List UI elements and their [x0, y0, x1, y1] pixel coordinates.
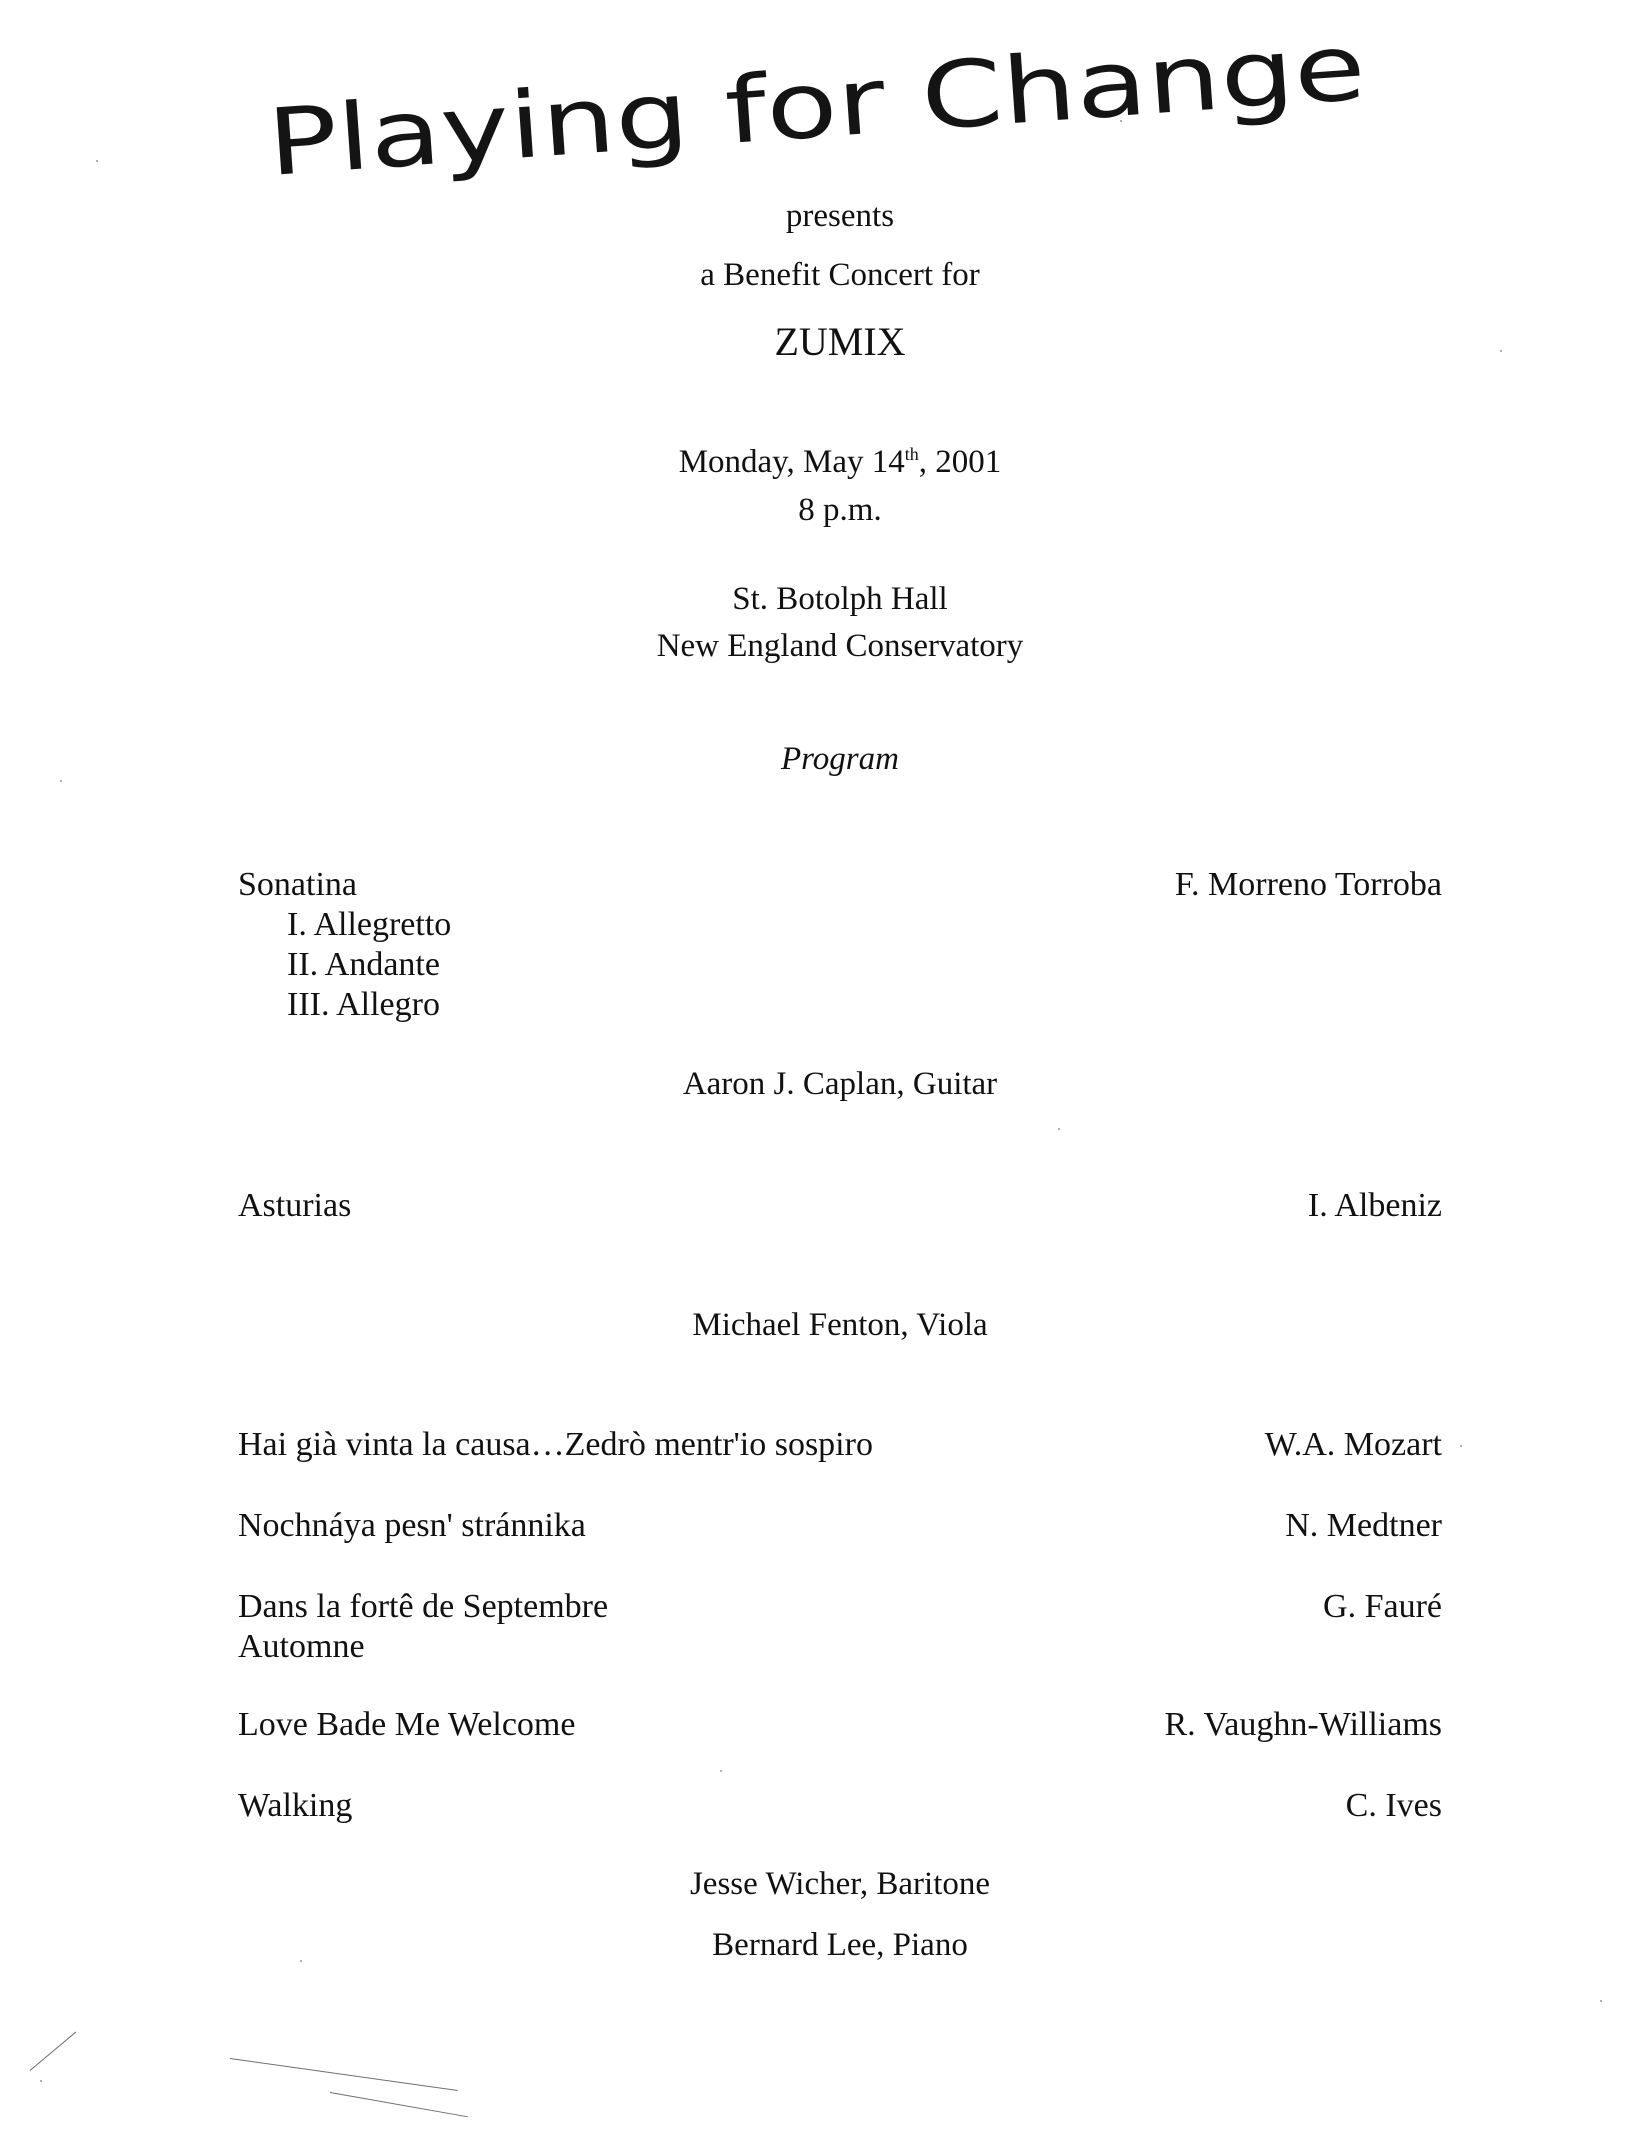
benefit-line: a Benefit Concert for	[700, 257, 980, 293]
movement-item: I. Allegretto	[287, 906, 452, 943]
work-title: Love Bade Me Welcome	[238, 1706, 576, 1743]
work-composer: R. Vaughn-Williams	[1164, 1706, 1442, 1743]
date-ordinal: th	[904, 444, 919, 464]
performer-line: Jesse Wicher, Baritone	[689, 1866, 991, 1902]
work-title: Hai già vinta la causa…Zedrò mentr'io sospiro	[238, 1426, 873, 1463]
work-title: Dans la fortê de Septembre	[238, 1588, 609, 1625]
work-title: Walking	[238, 1787, 353, 1824]
work-title: Nochnáya pesn' stránnika	[238, 1507, 586, 1544]
page-title: Playing for Change	[264, 29, 1141, 197]
venue-institution: New England Conservatory	[656, 628, 1024, 664]
work-composer: C. Ives	[1345, 1787, 1442, 1824]
work-composer: N. Medtner	[1285, 1507, 1442, 1544]
work-composer: I. Albeniz	[1307, 1187, 1442, 1224]
work-composer: F. Morreno Torroba	[1174, 866, 1442, 903]
accompanist-line: Bernard Lee, Piano	[712, 1927, 968, 1963]
date-year: , 2001	[918, 444, 1002, 480]
work-title: Asturias	[238, 1187, 352, 1224]
work-composer: W.A. Mozart	[1264, 1426, 1442, 1463]
work-composer: G. Fauré	[1323, 1588, 1442, 1625]
work-title-line2: Automne	[238, 1628, 365, 1665]
event-time: 8 p.m.	[798, 492, 882, 528]
presents-line: presents	[785, 198, 895, 234]
performer-line: Michael Fenton, Viola	[692, 1307, 988, 1343]
beneficiary-name: ZUMIX	[774, 319, 906, 364]
work-title: Sonatina	[238, 866, 357, 903]
movement-item: III. Allegro	[287, 986, 440, 1023]
event-date	[0, 444, 1648, 481]
program-heading: Program	[781, 741, 899, 777]
venue-hall: St. Botolph Hall	[732, 581, 948, 617]
movement-item: II. Andante	[287, 946, 440, 983]
performer-line: Aaron J. Caplan, Guitar	[682, 1066, 998, 1102]
date-prefix: Monday, May 14	[678, 444, 905, 480]
